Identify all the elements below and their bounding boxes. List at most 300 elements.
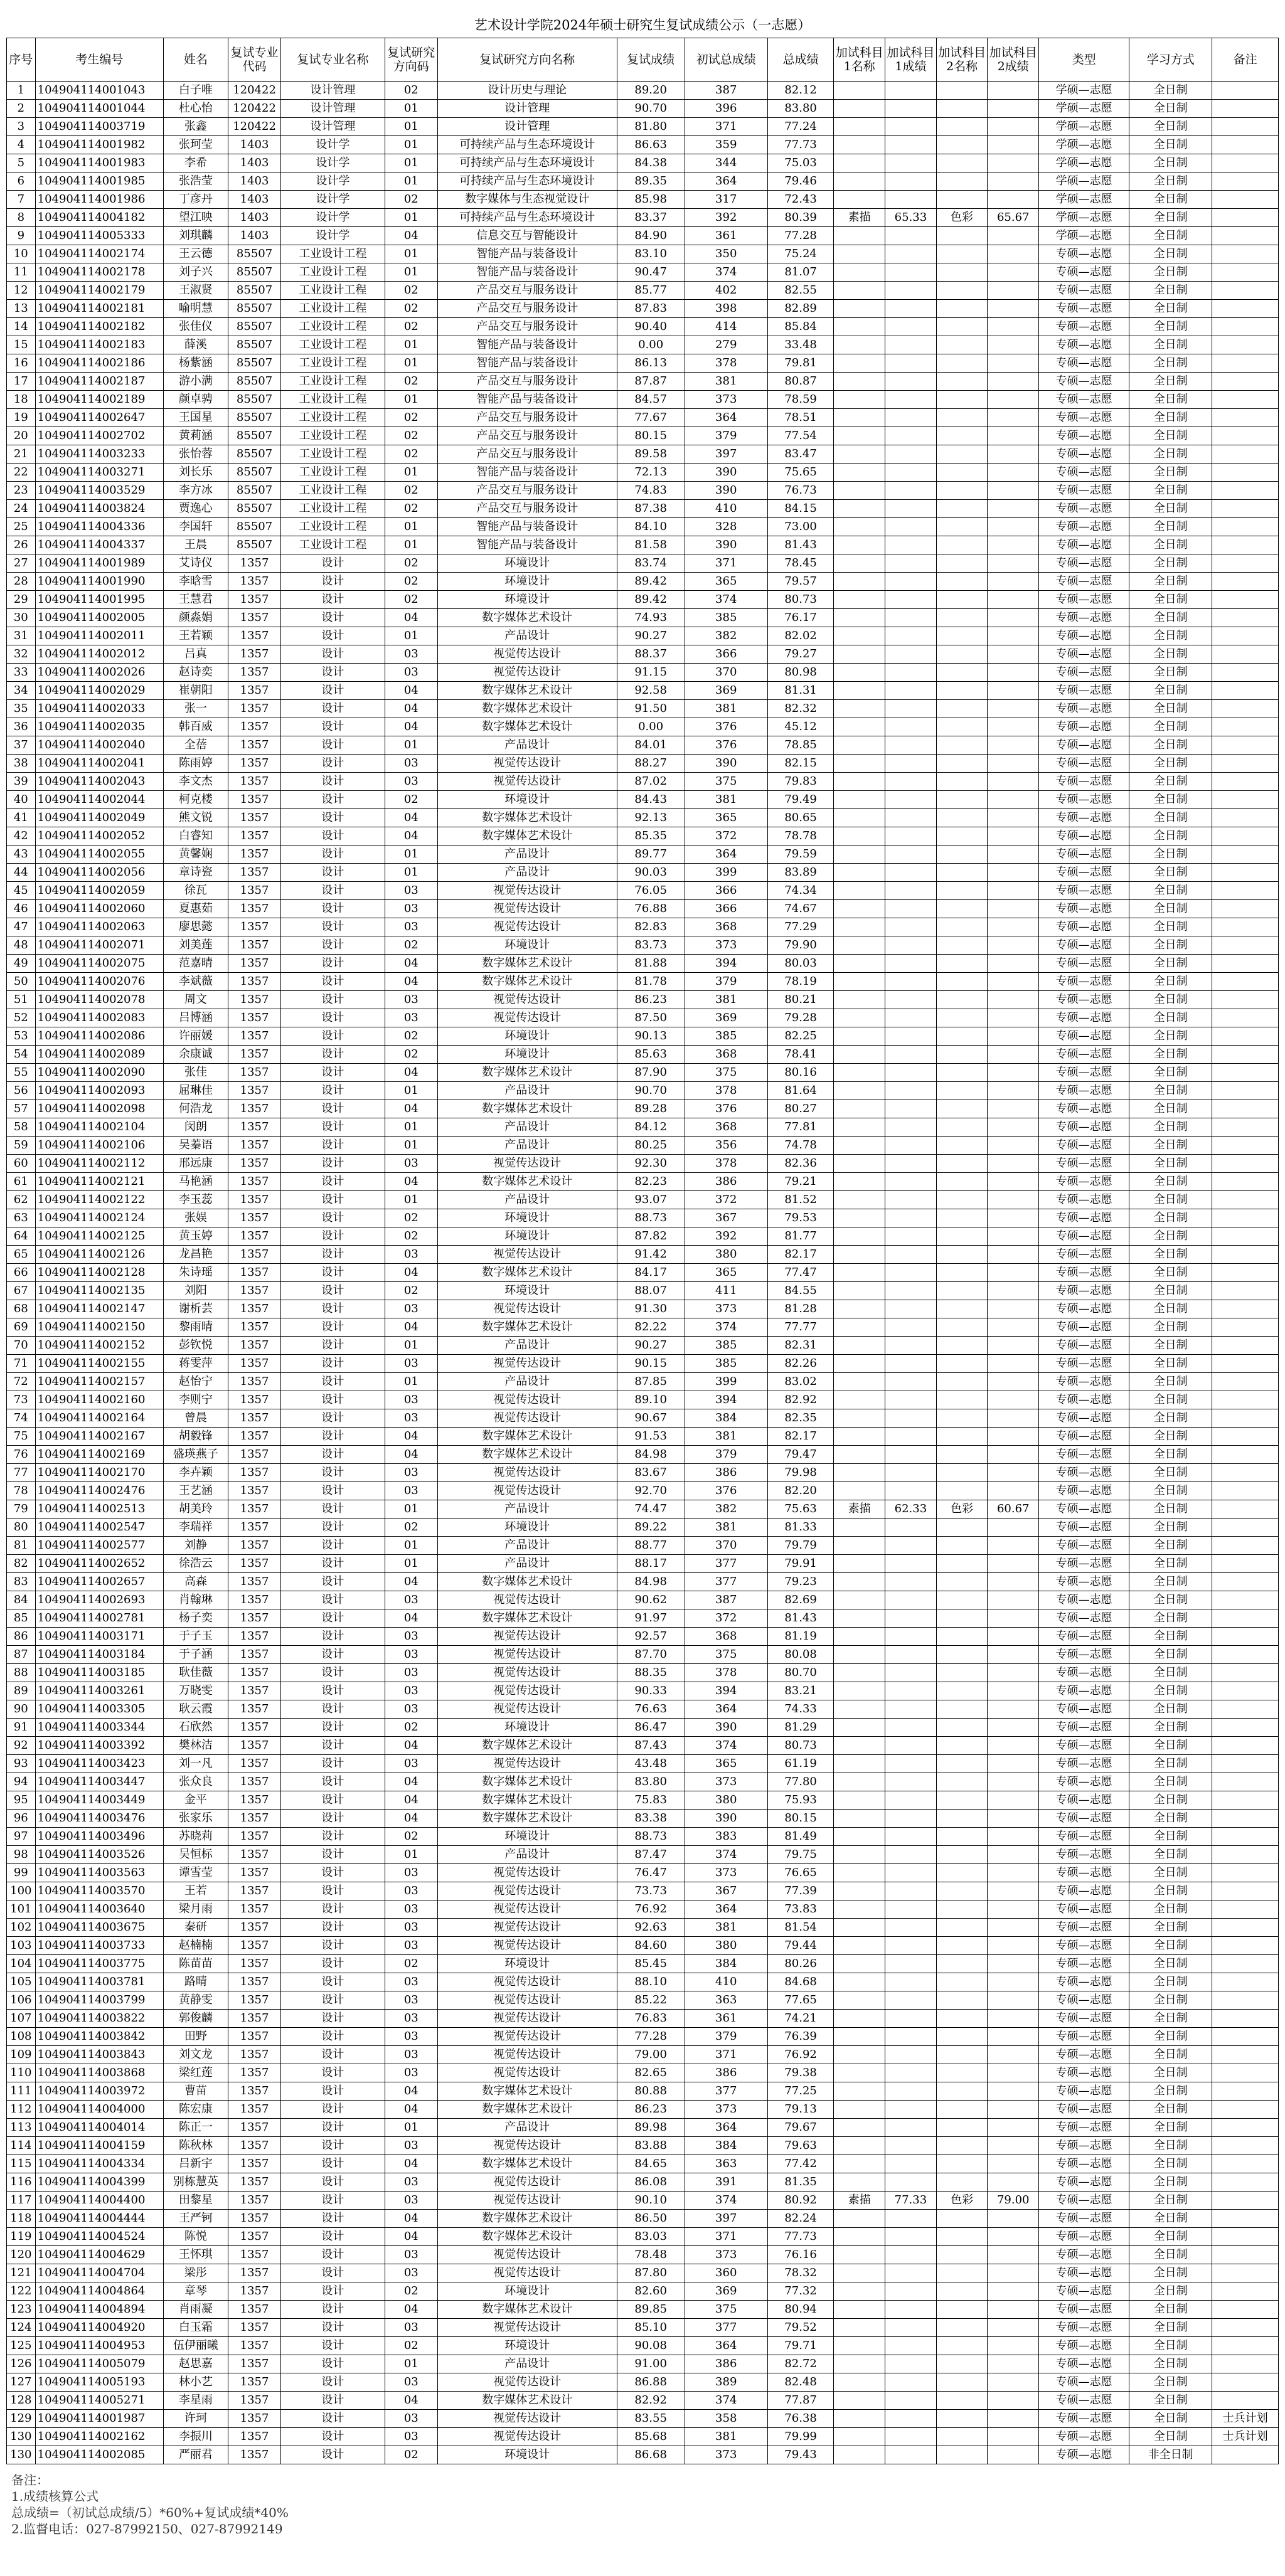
- cell-major_code: 1403: [228, 136, 281, 154]
- cell-direction: 视觉传达设计: [437, 2428, 617, 2446]
- cell-retest: 90.62: [617, 1591, 685, 1609]
- cell-ex2s: [988, 791, 1039, 809]
- cell-retest: 88.07: [617, 1282, 685, 1300]
- cell-id: 104904114002152: [35, 1337, 163, 1355]
- cell-mode: 全日制: [1129, 1682, 1212, 1700]
- cell-major_code: 1357: [228, 1482, 281, 1500]
- cell-no: 12: [7, 282, 36, 300]
- cell-dir_code: 03: [385, 2410, 437, 2428]
- cell-type: 专硕—志愿: [1039, 609, 1129, 627]
- cell-initial: 373: [685, 2446, 767, 2464]
- cell-ex2s: [988, 82, 1039, 100]
- cell-initial: 376: [685, 718, 767, 736]
- cell-mode: 全日制: [1129, 100, 1212, 118]
- cell-mode: 全日制: [1129, 2355, 1212, 2373]
- cell-ex2s: [988, 136, 1039, 154]
- cell-name: 薛溪: [163, 336, 228, 354]
- cell-dir_code: 01: [385, 536, 437, 554]
- cell-no: 57: [7, 1100, 36, 1118]
- cell-dir_code: 01: [385, 172, 437, 191]
- cell-ex1: [834, 609, 885, 627]
- table-row: [7, 318, 1279, 336]
- cell-id: 104904114003496: [35, 1828, 163, 1846]
- cell-remark: [1212, 554, 1279, 573]
- cell-retest: 92.57: [617, 1628, 685, 1646]
- table-row: [7, 755, 1279, 773]
- cell-ex2s: [988, 354, 1039, 373]
- cell-initial: 385: [685, 1337, 767, 1355]
- cell-type: 专硕—志愿: [1039, 2137, 1129, 2155]
- cell-major: 设计: [281, 554, 385, 573]
- table-row: [7, 1155, 1279, 1173]
- cell-direction: 产品设计: [437, 1137, 617, 1155]
- cell-mode: 全日制: [1129, 1791, 1212, 1810]
- cell-retest: 85.35: [617, 827, 685, 845]
- cell-type: 专硕—志愿: [1039, 336, 1129, 354]
- cell-dir_code: 02: [385, 1519, 437, 1537]
- cell-total: 83.80: [767, 100, 834, 118]
- cell-initial: 391: [685, 2173, 767, 2192]
- cell-remark: [1212, 336, 1279, 354]
- cell-ex2s: [988, 1482, 1039, 1500]
- table-header: [7, 38, 1279, 82]
- cell-direction: 视觉传达设计: [437, 1246, 617, 1264]
- cell-dir_code: 04: [385, 1446, 437, 1464]
- cell-ex1: [834, 318, 885, 336]
- table-row: [7, 1137, 1279, 1155]
- cell-retest: 91.00: [617, 2355, 685, 2373]
- cell-id: 104904114004182: [35, 209, 163, 227]
- cell-id: 104904114001043: [35, 82, 163, 100]
- cell-type: 专硕—志愿: [1039, 2010, 1129, 2028]
- cell-ex2s: [988, 2264, 1039, 2282]
- cell-major_code: 85507: [228, 245, 281, 263]
- cell-ex1s: [885, 609, 937, 627]
- cell-ex2s: [988, 627, 1039, 645]
- cell-ex1s: [885, 2337, 937, 2355]
- cell-major_code: 1357: [228, 773, 281, 791]
- cell-dir_code: 01: [385, 518, 437, 536]
- cell-retest: 72.13: [617, 464, 685, 482]
- table-row: [7, 1628, 1279, 1646]
- table-row: [7, 2155, 1279, 2173]
- cell-total: 82.72: [767, 2355, 834, 2373]
- table-row: [7, 1973, 1279, 1991]
- cell-initial: 392: [685, 209, 767, 227]
- cell-ex1s: [885, 682, 937, 700]
- cell-total: 79.49: [767, 791, 834, 809]
- cell-ex1: [834, 2155, 885, 2173]
- cell-ex1s: [885, 464, 937, 482]
- cell-ex1s: [885, 1246, 937, 1264]
- cell-ex1: [834, 300, 885, 318]
- cell-id: 104904114002157: [35, 1373, 163, 1391]
- cell-ex1s: [885, 1628, 937, 1646]
- cell-initial: 364: [685, 1700, 767, 1719]
- cell-retest: 91.42: [617, 1246, 685, 1264]
- cell-id: 104904114002098: [35, 1100, 163, 1118]
- cell-type: 专硕—志愿: [1039, 2064, 1129, 2082]
- cell-direction: 视觉传达设计: [437, 2028, 617, 2046]
- cell-type: 专硕—志愿: [1039, 245, 1129, 263]
- cell-no: 96: [7, 1810, 36, 1828]
- cell-ex2: [936, 609, 988, 627]
- cell-ex1s: [885, 82, 937, 100]
- cell-type: 专硕—志愿: [1039, 1337, 1129, 1355]
- cell-ex2: [936, 136, 988, 154]
- cell-total: 77.65: [767, 1991, 834, 2010]
- cell-major_code: 1357: [228, 2210, 281, 2228]
- cell-mode: 全日制: [1129, 773, 1212, 791]
- cell-dir_code: 03: [385, 2137, 437, 2155]
- cell-id: 104904114002174: [35, 245, 163, 263]
- cell-type: 专硕—志愿: [1039, 464, 1129, 482]
- cell-no: 93: [7, 1755, 36, 1773]
- table-row: [7, 1864, 1279, 1882]
- cell-direction: 数字媒体艺术设计: [437, 2155, 617, 2173]
- cell-initial: 375: [685, 2301, 767, 2319]
- cell-remark: [1212, 500, 1279, 518]
- cell-retest: 73.73: [617, 1882, 685, 1900]
- cell-id: 104904114002044: [35, 791, 163, 809]
- cell-major: 设计: [281, 2446, 385, 2464]
- cell-ex1: [834, 2010, 885, 2028]
- cell-ex1: [834, 755, 885, 773]
- cell-mode: 全日制: [1129, 1864, 1212, 1882]
- cell-mode: 全日制: [1129, 700, 1212, 718]
- cell-type: 学硕—志愿: [1039, 191, 1129, 209]
- cell-retest: 81.58: [617, 536, 685, 554]
- cell-ex2s: [988, 1318, 1039, 1337]
- cell-initial: 377: [685, 1573, 767, 1591]
- table-row: [7, 300, 1279, 318]
- cell-id: 104904114004336: [35, 518, 163, 536]
- cell-direction: 视觉传达设计: [437, 1900, 617, 1919]
- cell-mode: 全日制: [1129, 1664, 1212, 1682]
- cell-major: 设计: [281, 1355, 385, 1373]
- cell-direction: 智能产品与装备设计: [437, 536, 617, 554]
- cell-no: 73: [7, 1391, 36, 1409]
- cell-ex2s: [988, 2082, 1039, 2101]
- table-row: [7, 1227, 1279, 1246]
- col-header: 加试科目1成绩: [885, 38, 937, 82]
- cell-major_code: 120422: [228, 118, 281, 136]
- cell-remark: [1212, 409, 1279, 427]
- cell-ex2: [936, 791, 988, 809]
- cell-no: 117: [7, 2192, 36, 2210]
- cell-ex1s: [885, 2428, 937, 2446]
- cell-retest: 89.22: [617, 1519, 685, 1537]
- cell-major: 设计管理: [281, 100, 385, 118]
- cell-direction: 产品设计: [437, 1373, 617, 1391]
- cell-direction: 视觉传达设计: [437, 773, 617, 791]
- cell-remark: [1212, 245, 1279, 263]
- cell-ex2s: [988, 1155, 1039, 1173]
- cell-ex1s: [885, 918, 937, 936]
- table-row: [7, 2446, 1279, 2464]
- cell-major_code: 1357: [228, 1064, 281, 1082]
- cell-ex2: [936, 1173, 988, 1191]
- cell-name: 何浩龙: [163, 1100, 228, 1118]
- cell-ex2s: [988, 1773, 1039, 1791]
- cell-ex1: [834, 82, 885, 100]
- cell-ex1s: [885, 136, 937, 154]
- cell-major: 设计学: [281, 191, 385, 209]
- cell-mode: 全日制: [1129, 2101, 1212, 2119]
- cell-dir_code: 03: [385, 2010, 437, 2028]
- cell-ex1s: [885, 172, 937, 191]
- table-row: [7, 900, 1279, 918]
- cell-major: 设计: [281, 1810, 385, 1828]
- cell-direction: 产品设计: [437, 845, 617, 864]
- cell-id: 104904114002026: [35, 664, 163, 682]
- cell-no: 42: [7, 827, 36, 845]
- cell-type: 专硕—志愿: [1039, 1082, 1129, 1100]
- cell-ex2s: [988, 2319, 1039, 2337]
- cell-id: 104904114004704: [35, 2264, 163, 2282]
- cell-name: 许丽媛: [163, 1027, 228, 1046]
- cell-remark: [1212, 1846, 1279, 1864]
- cell-mode: 全日制: [1129, 1773, 1212, 1791]
- table-row: [7, 645, 1279, 664]
- cell-ex1: [834, 1300, 885, 1318]
- cell-mode: 全日制: [1129, 1846, 1212, 1864]
- cell-major: 工业设计工程: [281, 482, 385, 500]
- cell-total: 79.91: [767, 1555, 834, 1573]
- cell-ex2: [936, 1937, 988, 1955]
- cell-major: 设计: [281, 2228, 385, 2246]
- cell-direction: 视觉传达设计: [437, 1682, 617, 1700]
- cell-major: 设计: [281, 1446, 385, 1464]
- cell-ex2s: [988, 373, 1039, 391]
- cell-major_code: 1357: [228, 2155, 281, 2173]
- cell-mode: 全日制: [1129, 1355, 1212, 1373]
- cell-ex1s: [885, 973, 937, 991]
- cell-ex2s: [988, 554, 1039, 573]
- cell-id: 104904114005079: [35, 2355, 163, 2373]
- cell-remark: [1212, 627, 1279, 645]
- cell-ex1: [834, 191, 885, 209]
- cell-total: 79.63: [767, 2137, 834, 2155]
- cell-ex1: [834, 1537, 885, 1555]
- cell-dir_code: 04: [385, 2301, 437, 2319]
- cell-type: 专硕—志愿: [1039, 718, 1129, 736]
- cell-total: 78.59: [767, 391, 834, 409]
- cell-initial: 399: [685, 864, 767, 882]
- cell-initial: 385: [685, 1355, 767, 1373]
- cell-name: 张鑫: [163, 118, 228, 136]
- cell-retest: 89.42: [617, 591, 685, 609]
- cell-ex2s: [988, 1519, 1039, 1537]
- cell-major: 设计: [281, 955, 385, 973]
- cell-ex2: [936, 336, 988, 354]
- cell-major: 设计学: [281, 209, 385, 227]
- cell-ex1s: [885, 245, 937, 263]
- cell-remark: [1212, 918, 1279, 936]
- cell-major_code: 1357: [228, 1082, 281, 1100]
- cell-id: 104904114003824: [35, 500, 163, 518]
- cell-major: 设计: [281, 682, 385, 700]
- cell-major: 设计: [281, 1155, 385, 1173]
- cell-ex1s: [885, 2082, 937, 2101]
- cell-id: 104904114002164: [35, 1409, 163, 1428]
- cell-ex2: [936, 1464, 988, 1482]
- cell-no: 90: [7, 1700, 36, 1719]
- cell-direction: 数字媒体艺术设计: [437, 700, 617, 718]
- cell-type: 专硕—志愿: [1039, 1537, 1129, 1555]
- cell-initial: 384: [685, 1955, 767, 1973]
- cell-direction: 视觉传达设计: [437, 1973, 617, 1991]
- table-row: [7, 1791, 1279, 1810]
- cell-dir_code: 02: [385, 591, 437, 609]
- cell-ex1: [834, 282, 885, 300]
- note-line: 总成绩=（初试总成绩/5）*60%+复试成绩*40%: [11, 2505, 289, 2520]
- cell-major_code: 85507: [228, 318, 281, 336]
- cell-ex1s: [885, 1027, 937, 1046]
- cell-ex2: [936, 645, 988, 664]
- cell-major: 设计: [281, 1191, 385, 1209]
- cell-name: 于子玉: [163, 1628, 228, 1646]
- cell-dir_code: 02: [385, 1282, 437, 1300]
- cell-name: 章诗瓷: [163, 864, 228, 882]
- cell-ex2s: [988, 882, 1039, 900]
- cell-major_code: 1357: [228, 1264, 281, 1282]
- table-row: [7, 609, 1279, 627]
- cell-ex1: [834, 518, 885, 536]
- cell-name: 伍伊丽曦: [163, 2337, 228, 2355]
- cell-name: 王艺涵: [163, 1482, 228, 1500]
- cell-major: 设计: [281, 1737, 385, 1755]
- cell-retest: 77.28: [617, 2028, 685, 2046]
- cell-remark: [1212, 282, 1279, 300]
- cell-ex1: [834, 573, 885, 591]
- table-row: [7, 973, 1279, 991]
- cell-retest: 88.73: [617, 1209, 685, 1227]
- cell-major: 设计: [281, 1137, 385, 1155]
- table-row: [7, 1009, 1279, 1027]
- cell-remark: [1212, 1591, 1279, 1609]
- cell-retest: 90.08: [617, 2337, 685, 2355]
- cell-major_code: 1357: [228, 2355, 281, 2373]
- cell-direction: 数字媒体艺术设计: [437, 1428, 617, 1446]
- cell-initial: 390: [685, 1810, 767, 1828]
- table-row: [7, 2282, 1279, 2301]
- cell-ex2s: [988, 1227, 1039, 1246]
- cell-total: 82.12: [767, 82, 834, 100]
- cell-ex2: [936, 1628, 988, 1646]
- cell-name: 李星雨: [163, 2392, 228, 2410]
- cell-ex1: [834, 900, 885, 918]
- cell-remark: [1212, 1046, 1279, 1064]
- cell-id: 104904114003570: [35, 1882, 163, 1900]
- cell-retest: 81.88: [617, 955, 685, 973]
- cell-id: 104904114001985: [35, 172, 163, 191]
- cell-direction: 数字媒体艺术设计: [437, 1100, 617, 1118]
- col-header: 初试总成绩: [685, 38, 767, 82]
- cell-id: 104904114001990: [35, 573, 163, 591]
- cell-type: 专硕—志愿: [1039, 2082, 1129, 2101]
- cell-id: 104904114002781: [35, 1609, 163, 1628]
- cell-retest: 0.00: [617, 336, 685, 354]
- cell-retest: 87.85: [617, 1373, 685, 1391]
- cell-major: 设计学: [281, 136, 385, 154]
- cell-ex1: [834, 2373, 885, 2392]
- cell-remark: [1212, 2301, 1279, 2319]
- cell-initial: 385: [685, 1027, 767, 1046]
- cell-ex2s: [988, 427, 1039, 445]
- cell-remark: [1212, 263, 1279, 282]
- cell-direction: 产品设计: [437, 1337, 617, 1355]
- cell-no: 36: [7, 718, 36, 736]
- cell-remark: [1212, 773, 1279, 791]
- cell-no: 21: [7, 445, 36, 464]
- cell-ex2s: [988, 1009, 1039, 1027]
- cell-ex2: [936, 700, 988, 718]
- cell-direction: 视觉传达设计: [437, 2046, 617, 2064]
- cell-major_code: 1357: [228, 1719, 281, 1737]
- cell-ex2s: [988, 918, 1039, 936]
- cell-type: 专硕—志愿: [1039, 1737, 1129, 1755]
- cell-major_code: 1403: [228, 227, 281, 245]
- cell-type: 专硕—志愿: [1039, 773, 1129, 791]
- cell-dir_code: 04: [385, 1773, 437, 1791]
- cell-ex1s: [885, 2046, 937, 2064]
- cell-major_code: 85507: [228, 427, 281, 445]
- cell-ex1: [834, 554, 885, 573]
- cell-name: 闵朗: [163, 1118, 228, 1137]
- cell-remark: [1212, 936, 1279, 955]
- cell-id: 104904114002183: [35, 336, 163, 354]
- cell-ex1: [834, 1064, 885, 1082]
- cell-ex1s: [885, 1137, 937, 1155]
- table-row: [7, 809, 1279, 827]
- cell-id: 104904114002056: [35, 864, 163, 882]
- cell-initial: 364: [685, 409, 767, 427]
- cell-major_code: 1357: [228, 1609, 281, 1628]
- cell-total: 79.28: [767, 1009, 834, 1027]
- cell-ex1: [834, 1137, 885, 1155]
- cell-total: 78.32: [767, 2264, 834, 2282]
- cell-ex1s: [885, 336, 937, 354]
- cell-retest: 84.17: [617, 1264, 685, 1282]
- cell-initial: 361: [685, 227, 767, 245]
- cell-ex2s: [988, 500, 1039, 518]
- cell-id: 104904114001044: [35, 100, 163, 118]
- cell-initial: 378: [685, 1664, 767, 1682]
- cell-type: 专硕—志愿: [1039, 2028, 1129, 2046]
- cell-retest: 43.48: [617, 1755, 685, 1773]
- cell-no: 119: [7, 2228, 36, 2246]
- cell-id: 104904114002187: [35, 373, 163, 391]
- cell-major_code: 1357: [228, 1046, 281, 1064]
- cell-type: 专硕—志愿: [1039, 1937, 1129, 1955]
- cell-initial: 368: [685, 1046, 767, 1064]
- cell-name: 刘美莲: [163, 936, 228, 955]
- cell-initial: 397: [685, 2210, 767, 2228]
- cell-ex1: [834, 1900, 885, 1919]
- cell-remark: [1212, 209, 1279, 227]
- cell-ex2s: [988, 773, 1039, 791]
- table-row: [7, 1500, 1279, 1519]
- cell-major_code: 1357: [228, 1591, 281, 1609]
- cell-direction: 数字媒体艺术设计: [437, 2301, 617, 2319]
- cell-mode: 全日制: [1129, 300, 1212, 318]
- cell-name: 李玉蕊: [163, 1191, 228, 1209]
- cell-ex1s: [885, 1191, 937, 1209]
- cell-no: 49: [7, 955, 36, 973]
- cell-initial: 365: [685, 1755, 767, 1773]
- cell-ex2s: [988, 1246, 1039, 1264]
